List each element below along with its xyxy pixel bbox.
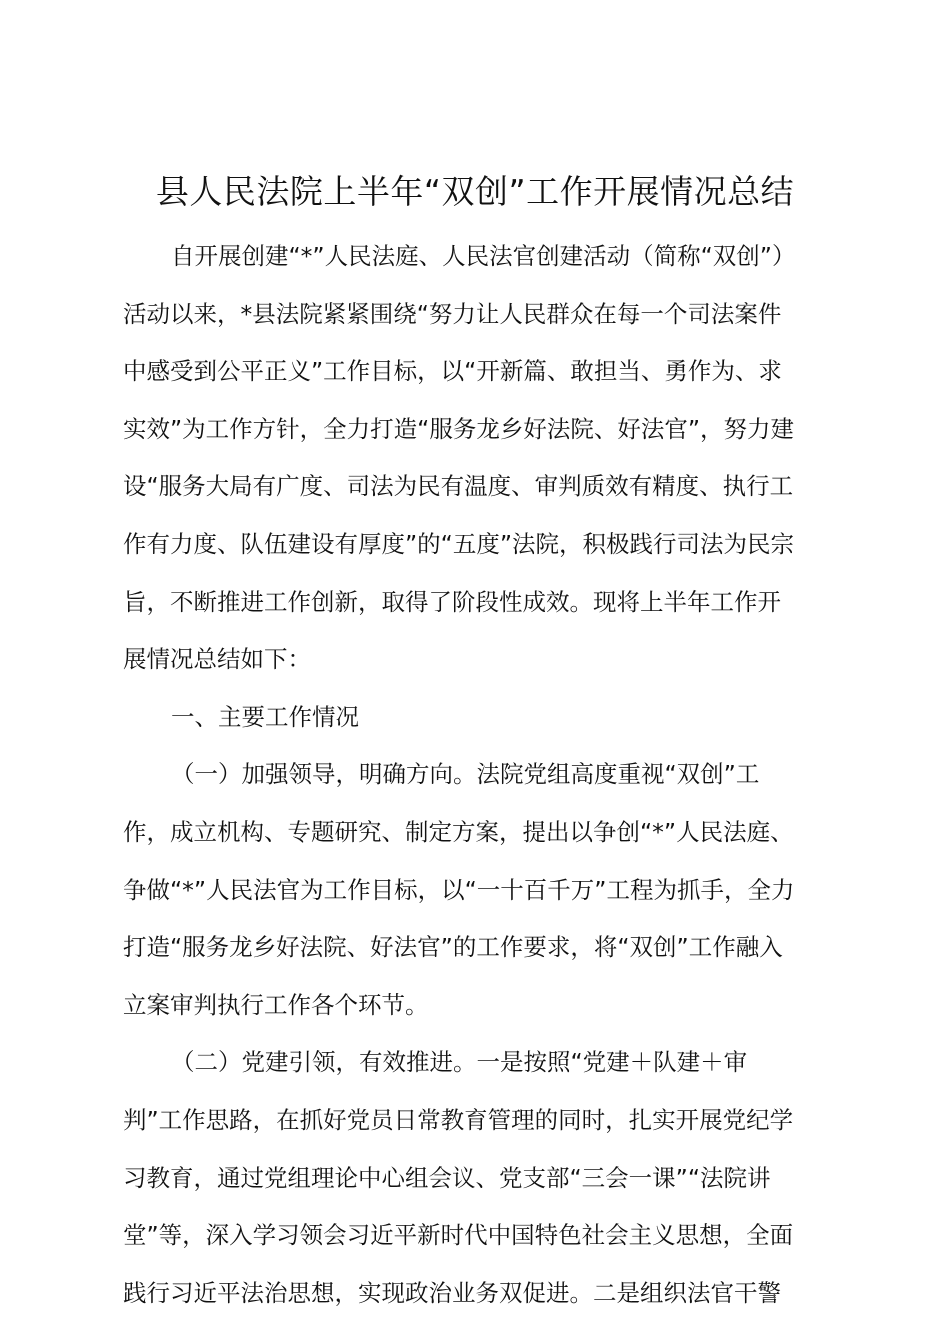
- paragraph-line: 判”工作思路，在抓好党员日常教育管理的同时，扎实开展党纪学: [123, 1105, 794, 1134]
- paragraph-line: （一）加强领导，明确方向。法院党组高度重视“双创”工: [171, 760, 760, 789]
- paragraph-line: 活动以来，*县法院紧紧围绕“努力让人民群众在每一个司法案件: [123, 299, 782, 328]
- paragraph-line: 习教育，通过党组理论中心组会议、党支部“三会一课”“法院讲: [123, 1163, 771, 1192]
- paragraph-line: 争做“*”人民法官为工作目标，以“一十百千万”工程为抓手，全力: [123, 875, 795, 904]
- section-heading: 一、主要工作情况: [171, 702, 359, 731]
- paragraph-line: 立案审判执行工作各个环节。: [123, 990, 429, 1019]
- document-body: [123, 236, 835, 1330]
- paragraph-line: 作有力度、队伍建设有厚度”的“五度”法院，积极践行司法为民宗: [123, 529, 795, 558]
- paragraph-line: 展情况总结如下：: [123, 645, 311, 674]
- paragraph-line: 践行习近平法治思想，实现政治业务双促进。二是组织法官干警: [123, 1278, 781, 1307]
- paragraph-line: 旨，不断推进工作创新，取得了阶段性成效。现将上半年工作开: [123, 587, 781, 616]
- paragraph-line: 实效”为工作方针，全力打造“服务龙乡好法院、好法官”，努力建: [123, 414, 795, 443]
- paragraph-line: 打造“服务龙乡好法院、好法官”的工作要求，将“双创”工作融入: [123, 933, 783, 962]
- paragraph-line: （二）党建引领，有效推进。一是按照“党建＋队建＋审: [171, 1048, 748, 1077]
- paragraph-line: 堂”等，深入学习领会习近平新时代中国特色社会主义思想，全面: [123, 1221, 794, 1250]
- paragraph-line: 设“服务大局有广度、司法为民有温度、审判质效有精度、执行工: [123, 472, 794, 501]
- paragraph-line: 自开展创建“*”人民法庭、人民法官创建活动（简称“双创”）: [171, 242, 796, 270]
- paragraph-line: 中感受到公平正义”工作目标，以“开新篇、敢担当、勇作为、求: [123, 357, 782, 386]
- paragraph-line: 作，成立机构、专题研究、制定方案，提出以争创“*”人民法庭、: [123, 817, 794, 846]
- document-title: 县人民法院上半年“双创”工作开展情况总结: [155, 172, 795, 211]
